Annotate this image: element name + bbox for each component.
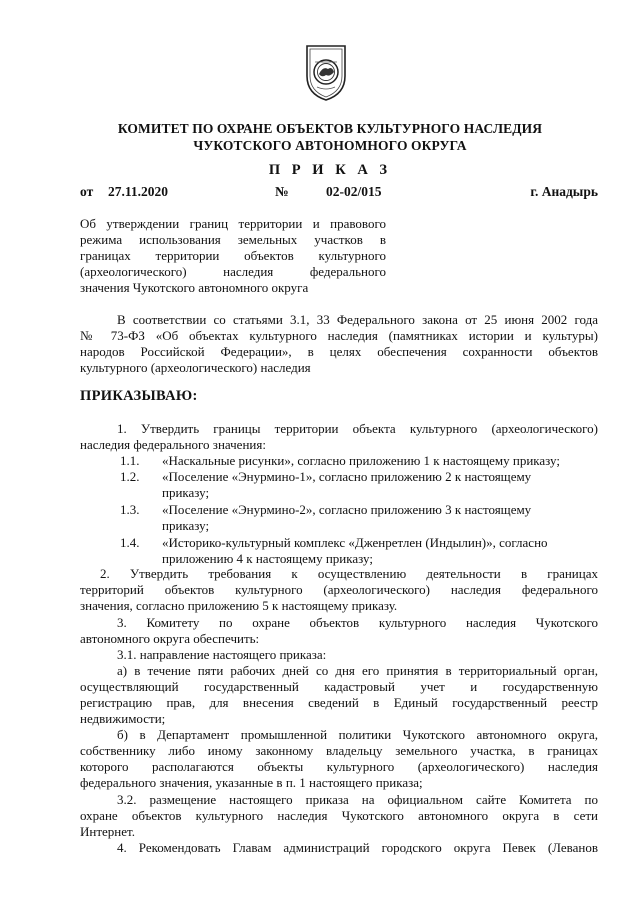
item-1-paragraph [80,421,598,453]
document-number: 02-02/015 [326,184,382,199]
preamble-line: народов Российской Федерации», в целях обеспечения сохранности объектов [80,344,598,359]
item-3-2-line: 3.2. размещение настоящего приказа на официальном сайте Комитета по [117,792,598,807]
organization-name-line-2: ЧУКОТСКОГО АВТОНОМНОГО ОКРУГА [193,138,467,153]
directive-heading: ПРИКАЗЫВАЮ: [80,388,198,404]
subject-line: границах территории объектов культурного [80,248,386,263]
item-2-line: 2. Утвердить требования к осуществлению деятельности в границах [100,566,598,581]
item-3-1-a-line: а) в течение пяти рабочих дней со дня его принятия в территориальный орган, [117,663,598,678]
number-sign: № [275,184,289,199]
item-3-line: 3. Комитету по охране объектов культурного наследия Чукотского [117,615,598,630]
item-2-paragraph [80,566,598,614]
item-3-1-a-line: регистрацию прав, для внесения сведений в Единый государственный реестр [80,695,598,710]
subject-line: значения Чукотского автономного округа [80,280,309,295]
item-3-1-b-line: собственнику либо иному законному владельцу земельного участка, в границах [80,743,598,758]
sub-item-number: 1.1. [120,453,140,468]
item-3-2-line: охране объектов культурного наследия Чукотского автономного округа в сети [80,808,598,823]
item-3-2-paragraph [80,792,598,840]
sub-item-text: приказу; [162,485,210,500]
item-4-line: 4. Рекомендовать Главам администраций городского округа Певек (Леванов [117,840,598,855]
date-prefix: от [80,184,94,199]
item-3-1-a-line: недвижимости; [80,711,166,726]
organization-name-line-1: КОМИТЕТ ПО ОХРАНЕ ОБЪЕКТОВ КУЛЬТУРНОГО НАСЛЕДИЯ [117,121,543,136]
item-3-line: автономного округа обеспечить: [80,631,260,646]
item-3-1-line: 3.1. направление настоящего приказа: [117,647,327,662]
item-2-line: территорий объектов культурного (археологического) наследия федерального [80,582,598,597]
item-3-1-b-paragraph [80,727,598,791]
item-3-1-b-line: федерального значения, указанные в п. 1 настоящего приказа; [80,775,423,790]
sub-item-text: «Поселение «Энурмино-1», согласно приложению 2 к настоящему [162,469,532,484]
document-subject [80,216,386,296]
item-4-paragraph [80,840,598,856]
subject-line: режима использования земельных участков в [80,232,386,247]
item-3-2-line: Интернет. [80,824,135,839]
item-3-1-a-line: осуществляющий государственный кадастровый учет и государственную [80,679,598,694]
sub-item-number: 1.3. [120,502,140,517]
sub-item-text: «Историко-культурный комплекс «Дженретлен (Индылин)», согласно [162,535,548,550]
sub-item-number: 1.2. [120,469,140,484]
item-3-paragraph [80,615,598,647]
sub-item-number: 1.4. [120,535,140,550]
item-3-1-paragraph [80,647,598,663]
preamble-line: № 73-ФЗ «Об объектах культурного наследия (памятниках истории и культуры) [80,328,598,343]
sub-item-text: приказу; [162,518,210,533]
item-3-1-b-line: б) в Департамент промышленной политики Чукотского автономного округа, [117,727,598,742]
sub-item-text: приложению 4 к настоящему приказу; [162,551,373,566]
preamble-line: В соответствии со статьями 3.1, 33 Федерального закона от 25 июня 2002 года [117,312,598,327]
subject-line: (археологического) наследия федерального [80,264,386,279]
subject-line: Об утверждении границ территории и правового [80,216,386,231]
organization-name [60,120,600,154]
sub-item-text: «Поселение «Энурмино-2», согласно приложению 3 к настоящему [162,502,532,517]
coat-of-arms-emblem [303,42,349,102]
sub-item-text: «Наскальные рисунки», согласно приложению 1 к настоящему приказу; [162,453,560,468]
item-3-1-b-line: которого располагаются объекты культурного (археологического) наследия [80,759,598,774]
preamble-paragraph [80,312,598,376]
document-place: г. Анадырь [530,184,598,199]
item-2-line: значения, согласно приложению 5 к настоящему приказу. [80,598,398,613]
item-3-1-a-paragraph [80,663,598,727]
item-1-line: наследия федерального значения: [80,437,266,452]
document-type-title: П Р И К А З [268,162,392,178]
preamble-line: культурного (археологического) наследия [80,360,311,375]
document-date: 27.11.2020 [108,184,169,199]
item-1-line: 1. Утвердить границы территории объекта культурного (археологического) [117,421,598,436]
